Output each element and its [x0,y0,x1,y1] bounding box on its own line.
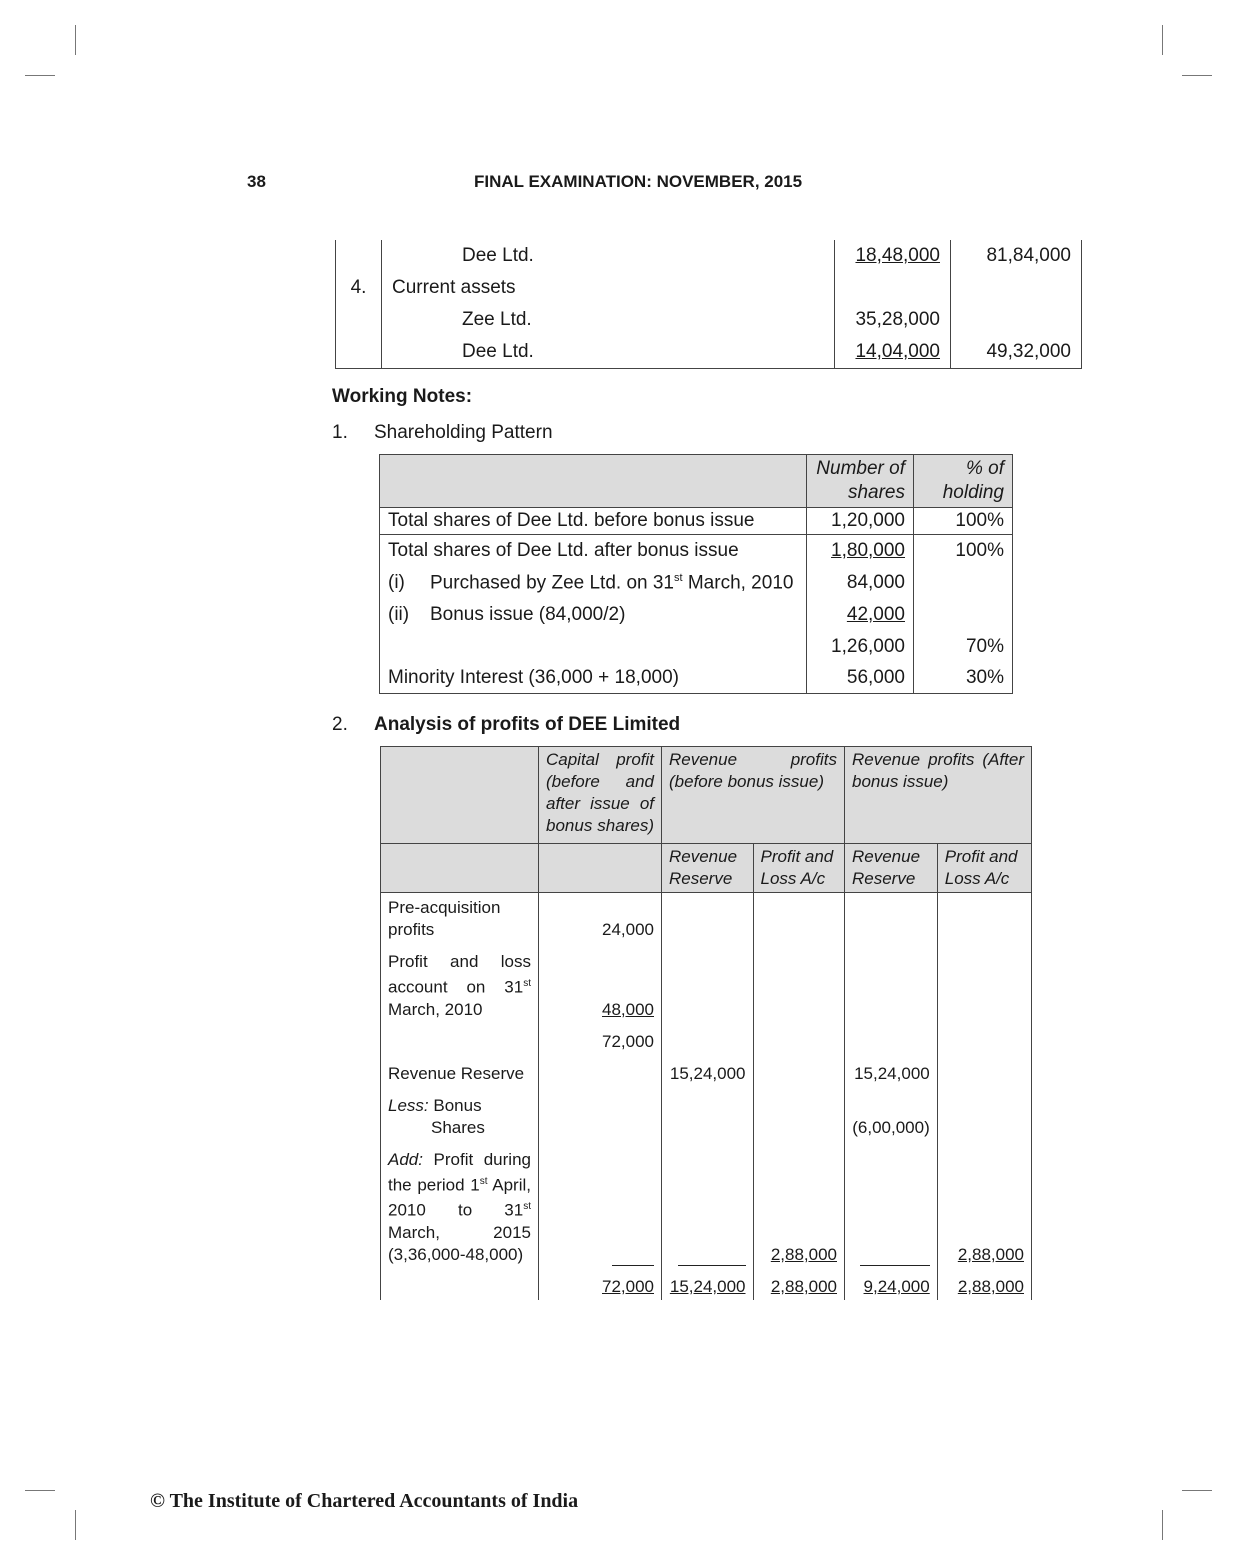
row-label: Profit and loss account on 31 [388,952,531,997]
note-title: Analysis of profits of DEE Limited [374,714,681,735]
total-cell: 81,84,000 [951,240,1082,272]
row-label: Total shares of Dee Ltd. before bonus issue [380,508,807,535]
row-label: Bonus [433,1095,482,1115]
row-label: Purchased by Zee Ltd. on 31 [430,572,674,594]
crop-mark [1182,75,1212,76]
amount-cell: 2,88,000 [770,1244,837,1264]
amount-cell: 18,48,000 [855,245,940,266]
row-label: Shares [431,1117,485,1137]
crop-mark [75,25,76,55]
table-row [336,240,1082,272]
crop-mark [1162,1510,1163,1540]
total-cell [951,304,1082,336]
row-number: 4. [336,272,382,304]
rule-line [860,1251,930,1266]
total-cell: 2,88,000 [770,1276,837,1296]
table-header-row [380,455,1013,508]
page-number: 38 [247,172,266,191]
row-label: Dee Ltd. [382,240,835,272]
footer-copyright: © The Institute of Chartered Accountants of India [150,1490,579,1512]
table-row [381,1055,1032,1087]
row-label: Bonus issue (84,000/2) [430,604,626,625]
table-row [380,535,1013,568]
header-cell: Capital profit (before and after issue of bonus shares) [546,750,654,835]
header-cell: holding [942,482,1004,503]
row-label: March, 2010 [682,572,794,594]
shares-cell: 1,80,000 [831,540,905,561]
shares-cell: 56,000 [807,663,914,694]
table-row [381,893,1032,944]
crop-mark [1182,1490,1212,1491]
table-row [380,567,1013,599]
rule-line [678,1251,746,1266]
amount-cell: 2,88,000 [957,1244,1024,1264]
row-label: Pre-acquisition profits [381,893,539,944]
row-label: Minority Interest (36,000 + 18,000) [380,663,807,694]
table-row [336,304,1082,336]
row-label: March, 2015 (3,36,000-48,000) [388,1222,531,1264]
table-row [336,272,1082,304]
superscript: st [523,978,531,989]
table-row [381,1268,1032,1300]
row-label: Add: [388,1149,423,1169]
row-label: Dee Ltd. [382,336,835,369]
note-number: 1. [332,422,348,443]
header-cell: Profit and Loss A/c [944,847,1018,888]
crop-mark [25,75,55,76]
table-row [381,943,1032,1023]
row-number [336,240,382,272]
profits-analysis-table [380,746,1032,1300]
pct-cell: 100% [914,508,1013,535]
row-label: Revenue Reserve [381,1055,539,1087]
table-header-row [381,747,1032,844]
total-cell: 2,88,000 [957,1276,1024,1296]
crop-mark [1162,25,1163,55]
superscript: st [479,1175,488,1187]
shares-cell: 42,000 [846,604,905,625]
total-cell: 9,24,000 [863,1276,930,1296]
shares-cell: 1,26,000 [807,631,914,663]
row-number [336,304,382,336]
table-row [380,599,1013,631]
amount-cell: 48,000 [602,999,654,1019]
header-cell: % of [965,458,1004,479]
shareholding-table [379,454,1013,694]
note-number: 2. [332,714,348,735]
rule-line [612,1251,654,1266]
pct-cell: 30% [914,663,1013,694]
total-cell [951,272,1082,304]
row-label: Profit during the period 1 [388,1149,531,1195]
table-row [380,663,1013,694]
note-title: Shareholding Pattern [374,422,553,443]
header-cell: Revenue profits (After bonus issue) [852,750,1024,791]
row-label: Total shares of Dee Ltd. after bonus issue [380,535,807,568]
pct-cell: 100% [914,535,1013,568]
header-cell: shares [847,482,905,503]
row-label: Zee Ltd. [382,304,835,336]
table-row [381,1023,1032,1055]
table-row [336,336,1082,369]
row-label: April, 2010 to 31 [388,1175,531,1220]
row-label: Current assets [382,272,835,304]
amount-cell: 72,000 [602,1031,654,1051]
header-cell: Revenue Reserve [852,847,921,888]
amount-cell: 15,24,000 [669,1063,746,1083]
item-index: (i) [388,572,405,594]
pct-cell: 70% [914,631,1013,663]
total-cell: 72,000 [602,1276,654,1296]
amount-cell: 14,04,000 [855,341,940,362]
balance-table [335,240,1082,369]
header-cell: Profit and Loss A/c [760,847,834,888]
header-cell: Revenue Reserve [669,847,738,888]
total-cell: 49,32,000 [951,336,1082,369]
crop-mark [75,1510,76,1540]
total-cell: 15,24,000 [669,1276,746,1296]
table-row [381,1087,1032,1141]
row-label: March, 2010 [388,999,483,1019]
shares-cell: 84,000 [807,567,914,599]
table-row [381,1141,1032,1268]
table-row [380,508,1013,535]
working-notes-heading: Working Notes: [332,386,473,407]
row-number [336,336,382,369]
page-title: FINAL EXAMINATION: NOVEMBER, 2015 [474,172,803,191]
amount-cell: (6,00,000) [852,1117,930,1137]
superscript: st [674,571,683,584]
amount-cell: 35,28,000 [835,304,951,336]
amount-cell [835,272,951,304]
table-row [380,631,1013,663]
amount-cell: 24,000 [602,920,654,939]
crop-mark [25,1490,55,1491]
header-cell: Number of [816,458,905,479]
header-cell: Revenue profits (before bonus issue) [669,750,837,791]
amount-cell: 15,24,000 [854,1063,930,1083]
table-header-row [381,844,1032,893]
item-index: (ii) [388,604,410,625]
shares-cell: 1,20,000 [807,508,914,535]
superscript: st [523,1201,531,1213]
row-label: Less: [388,1095,429,1115]
